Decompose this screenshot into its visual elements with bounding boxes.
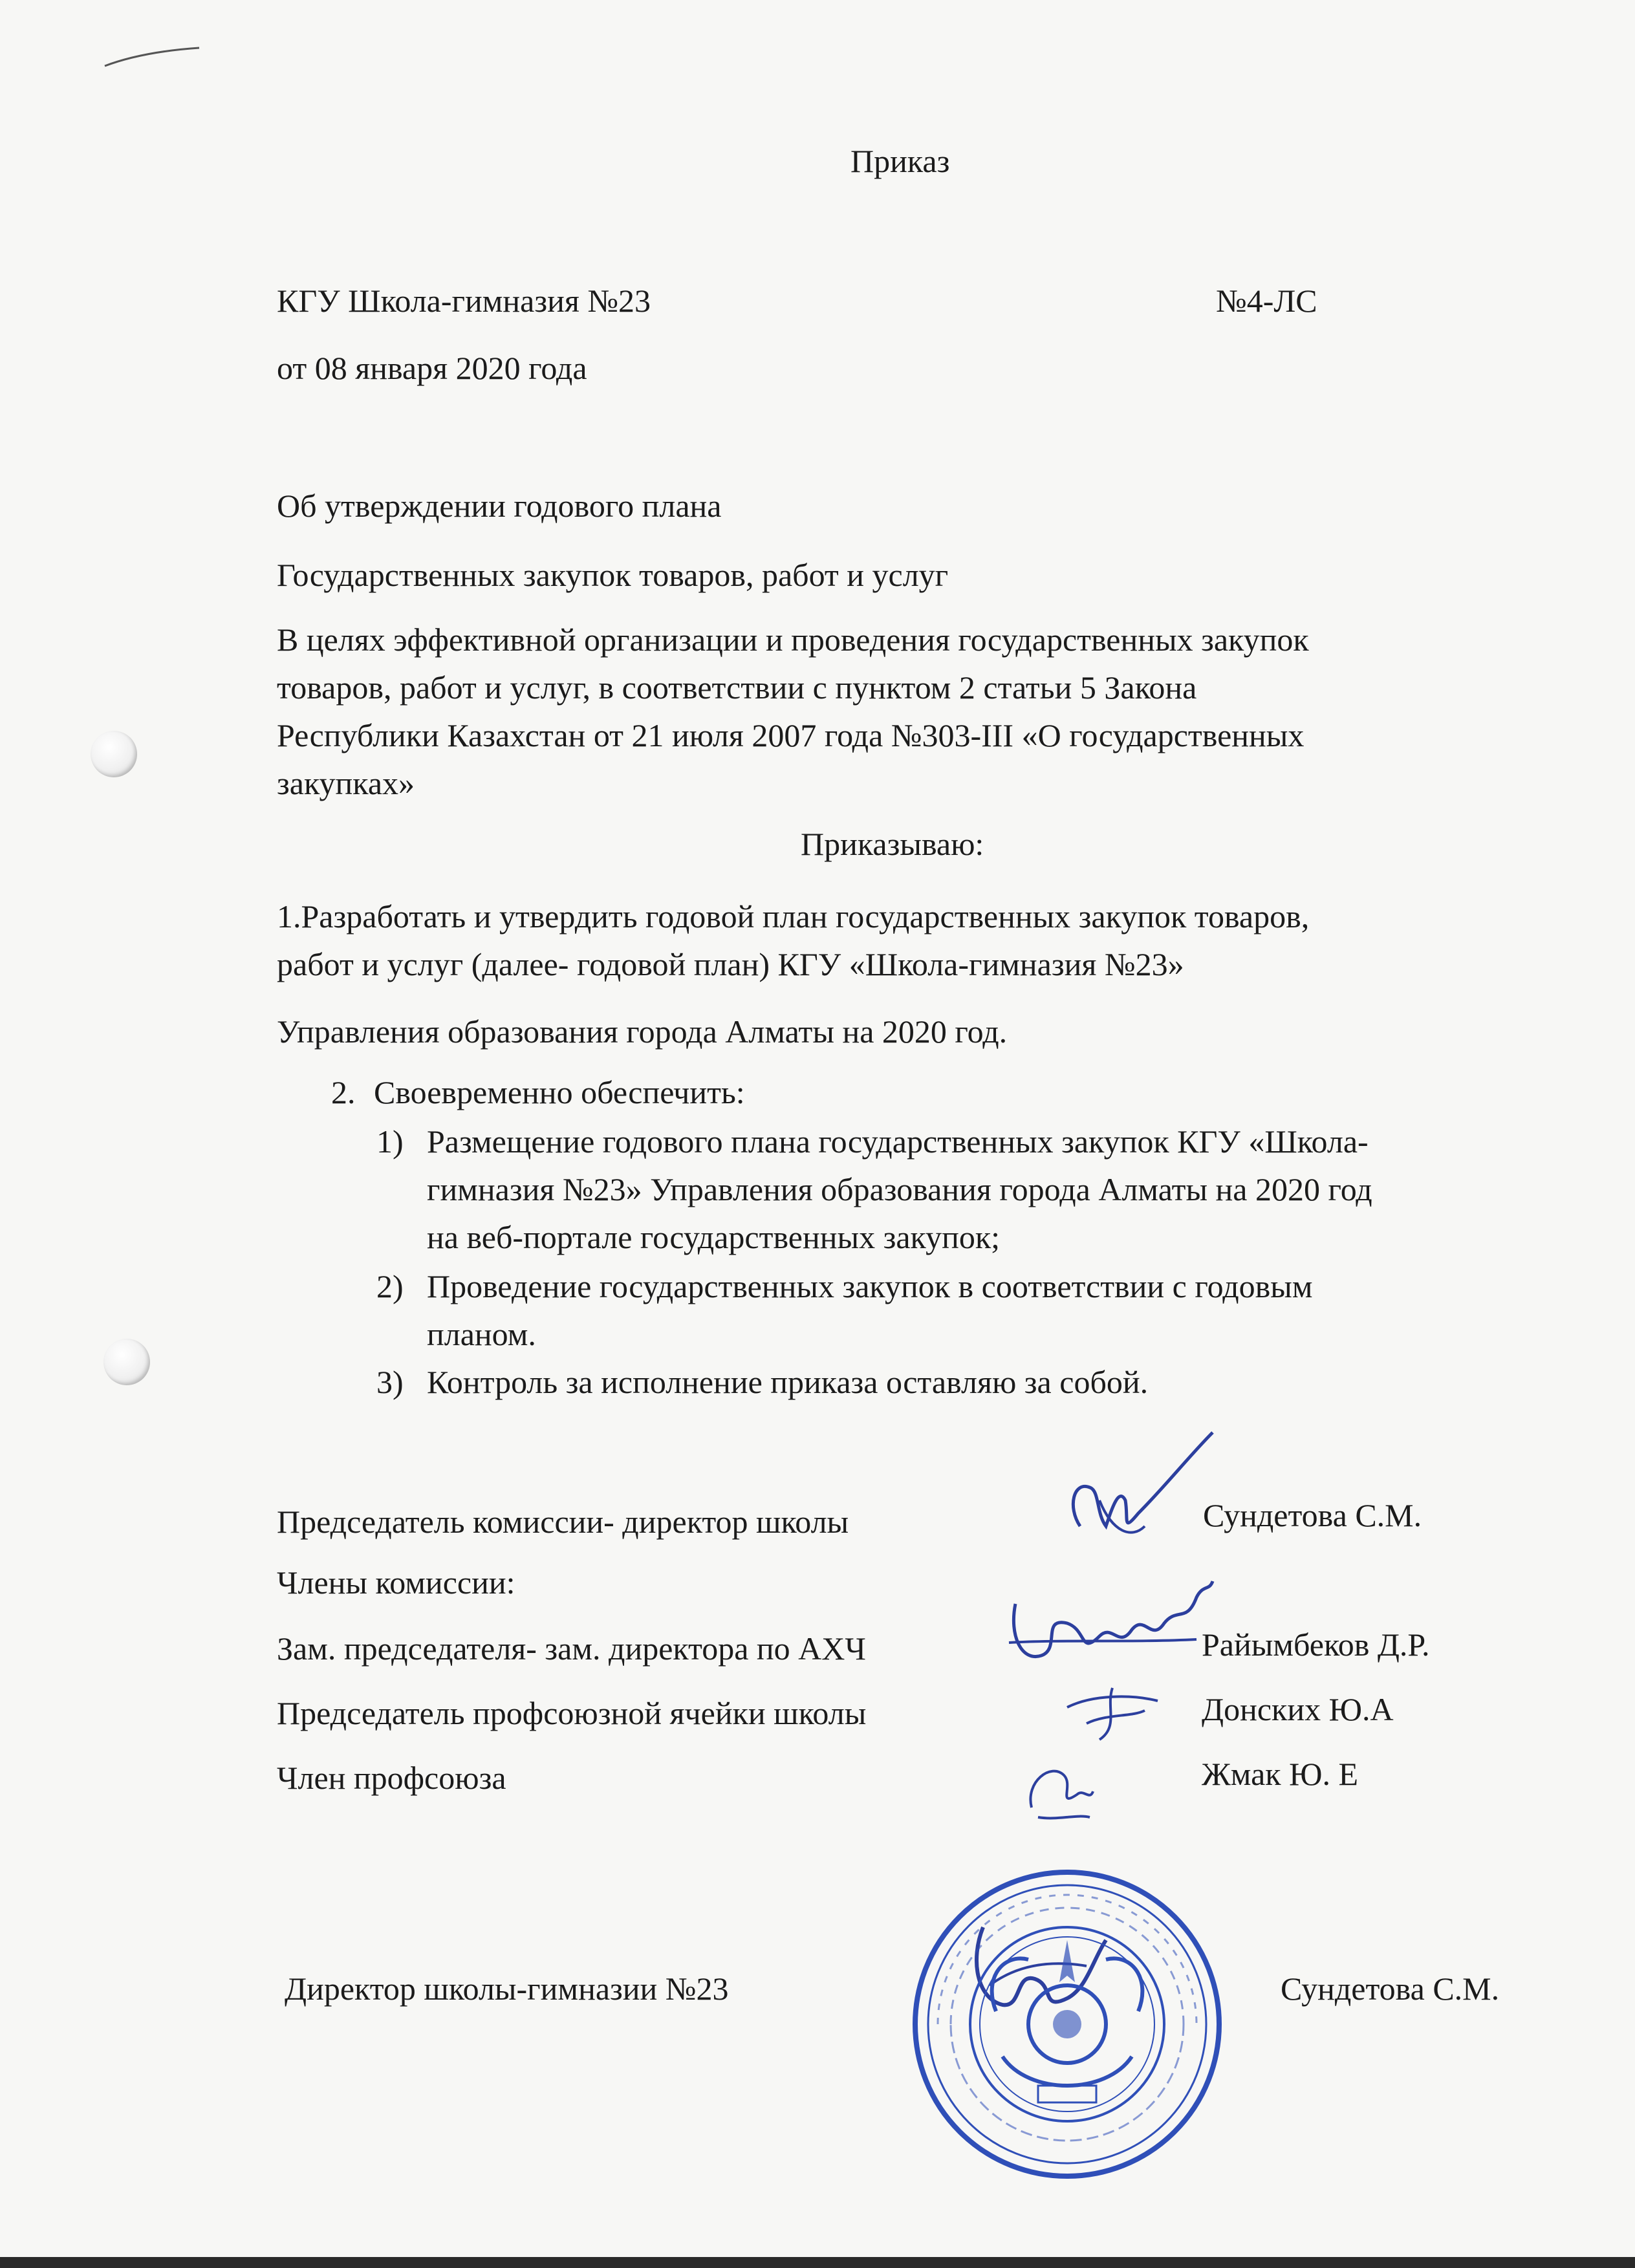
official-seal-icon (905, 1863, 1229, 2186)
sub1-number: 1) (376, 1123, 404, 1160)
sub3-number: 3) (376, 1364, 404, 1400)
members-heading: Члены комиссии: (277, 1564, 515, 1601)
item2-text: Своевременно обеспечить: (374, 1074, 745, 1110)
signatory-name: Жмак Ю. Е (1202, 1756, 1359, 1792)
signatory-role: Председатель профсоюзной ячейки школы (277, 1695, 867, 1731)
subject-line-2: Государственных закупок товаров, работ и услуг (277, 557, 949, 593)
sub1-line: гимназия №23» Управления образования города Алматы на 2020 год (427, 1171, 1372, 1207)
preamble-line: Республики Казахстан от 21 июля 2007 года №303-III «О государственных (277, 717, 1305, 753)
sub3-line: Контроль за исполнение приказа оставляю за собой. (427, 1364, 1149, 1400)
punch-hole-top (91, 731, 137, 777)
punch-hole-bottom (103, 1339, 150, 1385)
preamble-line: закупках» (277, 765, 415, 801)
scan-scratch-mark (103, 45, 200, 69)
doc-title: Приказ (850, 143, 950, 179)
preamble-line: товаров, работ и услуг, в соответствии с пунктом 2 статьи 5 Закона (277, 669, 1197, 706)
final-role: Директор школы-гимназии №23 (285, 1971, 729, 2007)
signatory-role: Председатель комиссии- директор школы (277, 1504, 849, 1540)
signatory-name: Сундетова С.М. (1203, 1497, 1422, 1533)
sub2-line: планом. (427, 1316, 536, 1352)
item2-number: 2. (331, 1074, 356, 1110)
item1-line: работ и услуг (далее- годовой план) КГУ «Школа-гимназия №23» (277, 946, 1184, 982)
scan-bottom-edge (0, 2257, 1635, 2268)
subject-line-1: Об утверждении годового плана (277, 488, 722, 524)
item1-continuation: Управления образования города Алматы на 2020 год. (277, 1013, 1008, 1050)
signature-deputy-icon (1002, 1578, 1216, 1675)
final-name: Сундетова С.М. (1281, 1971, 1500, 2007)
order-date: от 08 января 2020 года (277, 350, 587, 386)
sub2-number: 2) (376, 1268, 404, 1304)
item1-line: 1.Разработать и утвердить годовой план государственных закупок товаров, (277, 898, 1310, 934)
sub2-line: Проведение государственных закупок в соответствии с годовым (427, 1268, 1313, 1304)
signatory-name: Донских Ю.А (1202, 1691, 1394, 1727)
signatory-name: Райымбеков Д.Р. (1202, 1626, 1430, 1663)
sub1-line: Размещение годового плана государственных закупок КГУ «Школа- (427, 1123, 1369, 1160)
order-word: Приказываю: (801, 826, 984, 862)
order-number: №4-ЛС (1216, 283, 1317, 319)
preamble-line: В целях эффективной организации и проведения государственных закупок (277, 621, 1309, 658)
signatory-role: Зам. председателя- зам. директора по АХЧ (277, 1630, 866, 1667)
signature-chairman-icon (1061, 1429, 1216, 1552)
signature-union-head-icon (1061, 1675, 1164, 1746)
signature-union-member-icon (1019, 1756, 1096, 1827)
sub1-line: на веб-портале государственных закупок; (427, 1219, 1001, 1255)
signatory-role: Член профсоюза (277, 1760, 506, 1796)
organization: КГУ Школа-гимназия №23 (277, 283, 651, 319)
